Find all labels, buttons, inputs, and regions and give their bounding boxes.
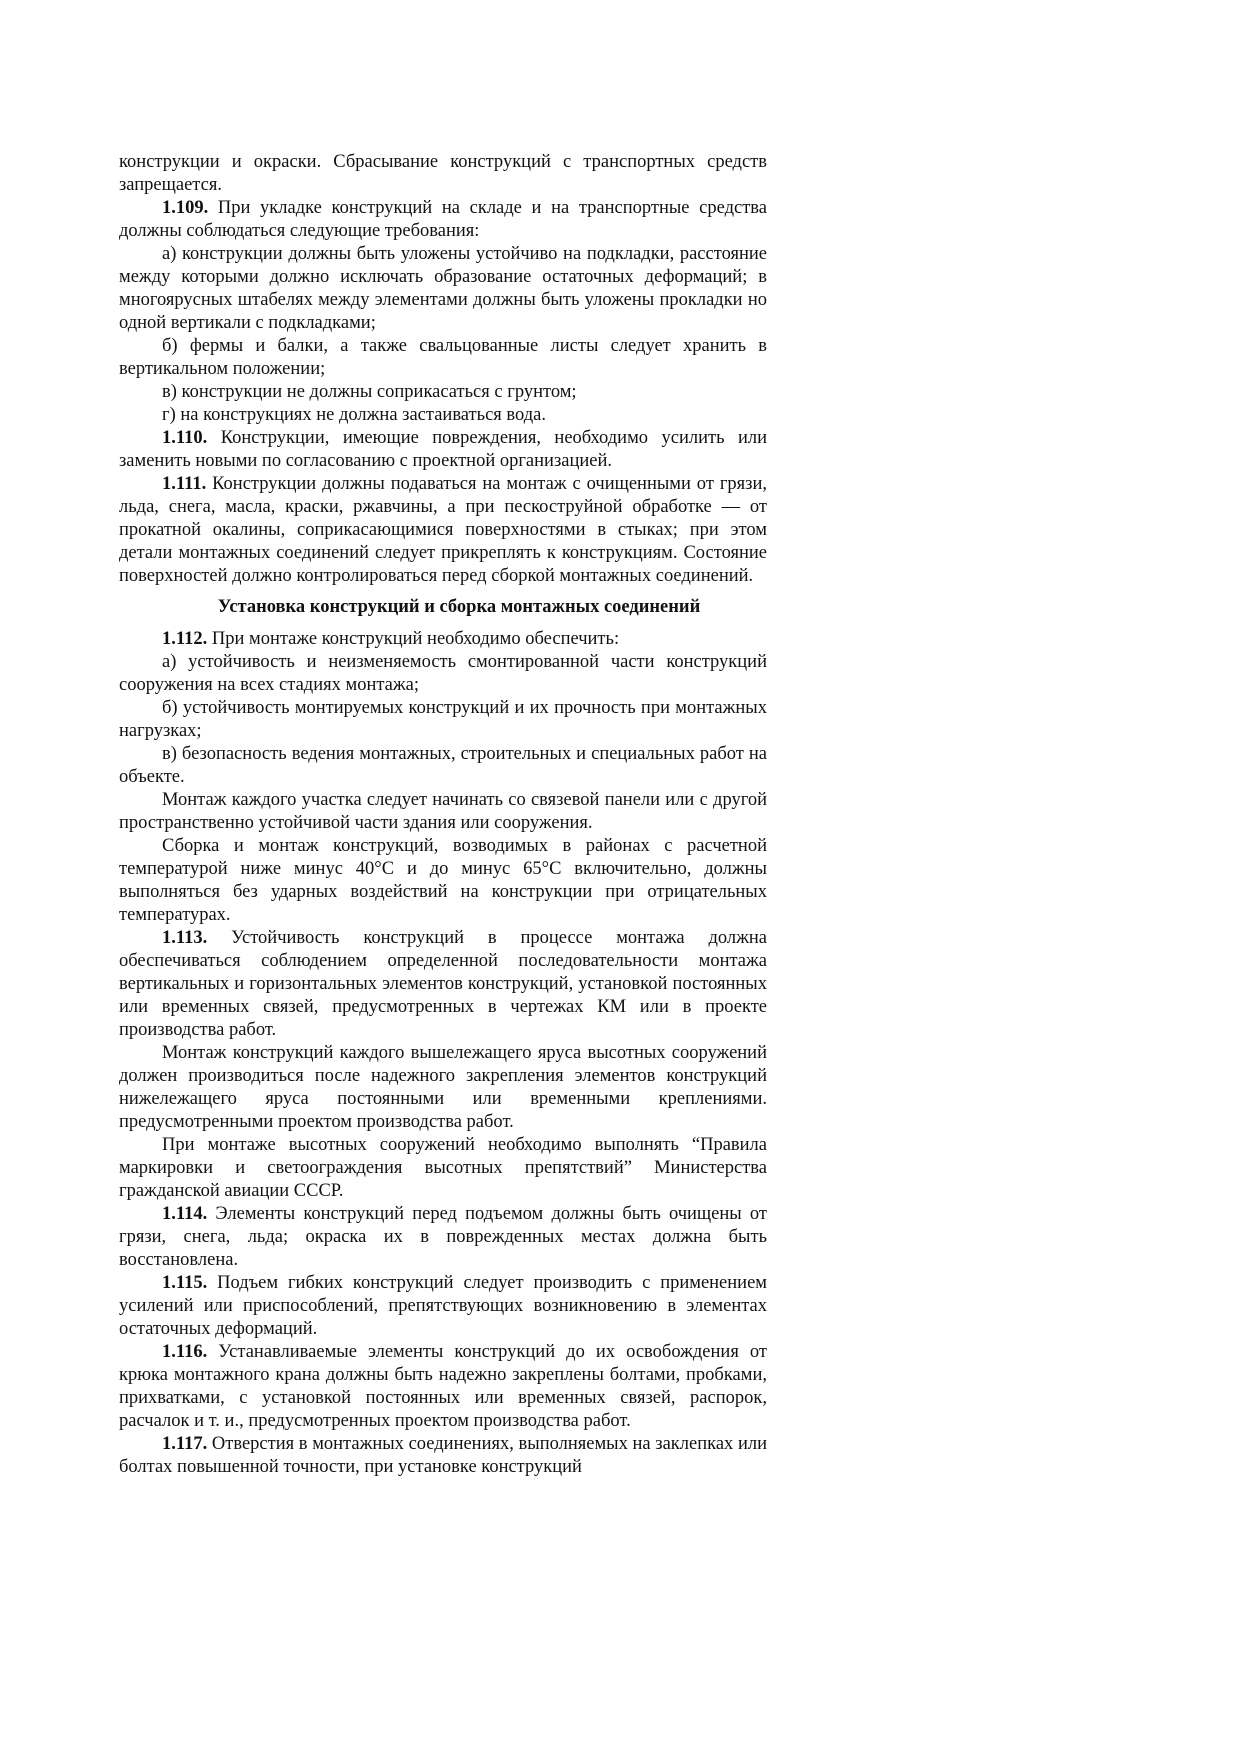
clause-number: 1.111. bbox=[162, 474, 207, 494]
paragraph bbox=[119, 1203, 767, 1272]
paragraph bbox=[119, 1272, 767, 1341]
paragraph bbox=[119, 789, 767, 835]
paragraph-text: Монтаж каждого участка следует начинать со связевой панели или с другой пространственно устойчивой части здания или сооружения. bbox=[119, 790, 767, 833]
paragraph-text: Отверстия в монтажных соединениях, выполняемых на заклепках или болтах повышенной точности, при установке конструкций bbox=[119, 1434, 767, 1477]
clause-number: 1.116. bbox=[162, 1342, 208, 1362]
paragraph-text: При монтаже высотных сооружений необходимо выполнять “Правила маркировки и светоограждения высотных препятствий” Министерства гражданской авиации СССР. bbox=[119, 1135, 767, 1201]
clause-number: 1.112. bbox=[162, 629, 208, 649]
paragraph bbox=[119, 427, 767, 473]
document-page bbox=[119, 151, 767, 1479]
paragraph bbox=[119, 927, 767, 1042]
paragraph-text: При монтаже конструкций необходимо обеспечить: bbox=[207, 629, 620, 649]
paragraphs-before bbox=[119, 151, 767, 588]
paragraph bbox=[119, 1042, 767, 1134]
paragraph-text: Монтаж конструкций каждого вышележащего яруса высотных сооружений должен производиться после надежного закрепления элементов конструкций нижележащего яруса постоянными или временными креплениями. предусмотренными проектом производства работ. bbox=[119, 1043, 767, 1132]
paragraph bbox=[119, 151, 767, 197]
paragraph-text: Подъем гибких конструкций следует производить с применением усилений или приспособлений, препятствующих возникновению в элементах остаточных деформаций. bbox=[119, 1273, 767, 1339]
paragraph-text: Устанавливаемые элементы конструкций до их освобождения от крюка монтажного крана должны быть надежно закреплены болтами, пробками, прихватками, с установкой постоянных или временных связей, распорок, расчалок и т. и., предусмотренных проектом производства работ. bbox=[119, 1342, 767, 1431]
paragraph-text: Сборка и монтаж конструкций, возводимых в районах с расчетной температурой ниже минус 40°С и до минус 65°С включительно, должны выполняться без ударных воздействий на конструкции при отрицательных температурах. bbox=[119, 836, 767, 925]
paragraph bbox=[119, 473, 767, 588]
clause-number: 1.109. bbox=[162, 198, 209, 218]
paragraph bbox=[119, 335, 767, 381]
paragraph-text: б) фермы и балки, а также свальцованные листы следует хранить в вертикальном положении; bbox=[119, 336, 767, 379]
paragraph-text: Элементы конструкций перед подъемом должны быть очищены от грязи, снега, льда; окраска их в поврежденных местах должна быть восстановлена. bbox=[119, 1204, 767, 1270]
clause-number: 1.113. bbox=[162, 928, 208, 948]
paragraph-text: а) конструкции должны быть уложены устойчиво на подкладки, расстояние между которыми должно исключать образование остаточных деформаций; в многоярусных штабелях между элементами должны быть уложены прокладки но одной вертикали с подкладками; bbox=[119, 244, 767, 333]
paragraph bbox=[119, 628, 767, 651]
paragraph bbox=[119, 743, 767, 789]
clause-number: 1.110. bbox=[162, 428, 208, 448]
paragraph bbox=[119, 835, 767, 927]
paragraphs-after bbox=[119, 628, 767, 1479]
paragraph-text: а) устойчивость и неизменяемость смонтированной части конструкций сооружения на всех стадиях монтажа; bbox=[119, 652, 767, 695]
paragraph bbox=[119, 1433, 767, 1479]
paragraph-text: При укладке конструкций на складе и на транспортные средства должны соблюдаться следующие требования: bbox=[119, 198, 767, 241]
paragraph-text: Устойчивость конструкций в процессе монтажа должна обеспечиваться соблюдением определенной последовательности монтажа вертикальных и горизонтальных элементов конструкций, установкой постоянных или временных связей, предусмотренных в чертежах КМ или в проекте производства работ. bbox=[119, 928, 767, 1040]
paragraph-text: в) безопасность ведения монтажных, строительных и специальных работ на объекте. bbox=[119, 744, 767, 787]
paragraph bbox=[119, 1341, 767, 1433]
clause-number: 1.115. bbox=[162, 1273, 208, 1293]
paragraph-text: конструкции и окраски. Сбрасывание конструкций с транспортных средств запрещается. bbox=[119, 152, 767, 195]
paragraph bbox=[119, 651, 767, 697]
paragraph-text: б) устойчивость монтируемых конструкций и их прочность при монтажных нагрузках; bbox=[119, 698, 767, 741]
paragraph-text: в) конструкции не должны соприкасаться с грунтом; bbox=[162, 382, 577, 402]
paragraph bbox=[119, 404, 767, 427]
clause-number: 1.114. bbox=[162, 1204, 208, 1224]
paragraph bbox=[119, 1134, 767, 1203]
paragraph-text: Конструкции, имеющие повреждения, необходимо усилить или заменить новыми по согласованию с проектной организацией. bbox=[119, 428, 767, 471]
clause-number: 1.117. bbox=[162, 1434, 208, 1454]
paragraph bbox=[119, 243, 767, 335]
paragraph-text: г) на конструкциях не должна застаиваться вода. bbox=[162, 405, 546, 425]
paragraph-text: Конструкции должны подаваться на монтаж с очищенными от грязи, льда, снега, масла, краски, ржавчины, а при пескоструйной обработке — от прокатной окалины, соприкасающимися поверхностями в стыках; при этом детали монтажных соединений следует прикреплять к конструкциям. Состояние поверхностей должно контролироваться перед сборкой монтажных соединений. bbox=[119, 474, 767, 586]
paragraph bbox=[119, 381, 767, 404]
section-heading: Установка конструкций и сборка монтажных соединений bbox=[217, 597, 701, 617]
paragraph bbox=[119, 197, 767, 243]
paragraph bbox=[119, 697, 767, 743]
